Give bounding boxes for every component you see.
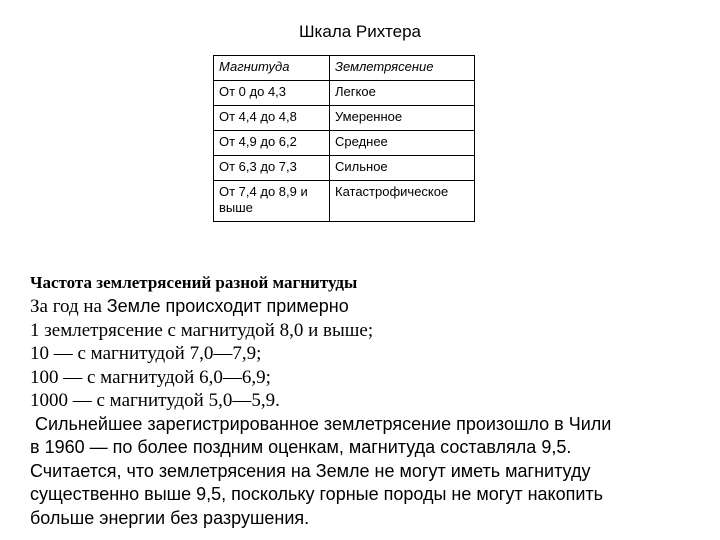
intro-sans-part: Земле происходит примерно [106,296,349,316]
frequency-line-8: 1 землетрясение с магнитудой 8,0 и выше; [30,319,374,341]
earthquake-cell: Сильное [330,156,475,181]
earthquake-cell: Катастрофическое [330,181,475,222]
header-earthquake: Землетрясение [330,56,475,81]
page-title: Шкала Рихтера [298,22,422,41]
frequency-line-7: 10 — с магнитудой 7,0—7,9; [30,343,262,364]
table-row [214,181,475,222]
limit-paragraph-line: Считается, что землетрясения на Земле не могут иметь магнитуду [30,460,591,481]
earthquake-cell: Легкое [330,81,475,106]
table-header-row [214,56,475,81]
frequency-line-5: 1000 — с магнитудой 5,0—5,9. [30,390,280,411]
table-row [214,81,475,106]
header-magnitude: Магнитуда [214,56,330,81]
magnitude-cell: От 0 до 4,3 [214,81,330,106]
limit-paragraph-line: существенно выше 9,5, поскольку горные породы не могут накопить [30,484,604,504]
magnitude-cell: От 6,3 до 7,3 [214,156,330,181]
earthquake-cell: Умеренное [330,106,475,131]
limit-paragraph-line: больше энергии без разрушения. [30,507,310,528]
chile-paragraph-line: Сильнейшее зарегистрированное землетрясение произошло в Чили [30,413,612,434]
frequency-heading: Частота землетрясений разной магнитуды [30,273,358,292]
magnitude-cell: От 4,4 до 4,8 [214,106,330,131]
frequency-text-block [30,270,710,530]
magnitude-cell: От 7,4 до 8,9 и выше [214,181,330,222]
earthquake-cell: Среднее [330,131,475,156]
frequency-line-6: 100 — с магнитудой 6,0—6,9; [30,366,271,388]
table-row [214,131,475,156]
intro-serif-part: За год на [30,296,107,317]
table-row [214,156,475,181]
magnitude-cell: От 4,9 до 6,2 [214,131,330,156]
chile-paragraph-line: в 1960 — по более поздним оценкам, магнитуда составляла 9,5. [30,437,572,457]
frequency-intro-line [30,295,710,319]
table-row [214,106,475,131]
richter-scale-table [213,55,475,222]
